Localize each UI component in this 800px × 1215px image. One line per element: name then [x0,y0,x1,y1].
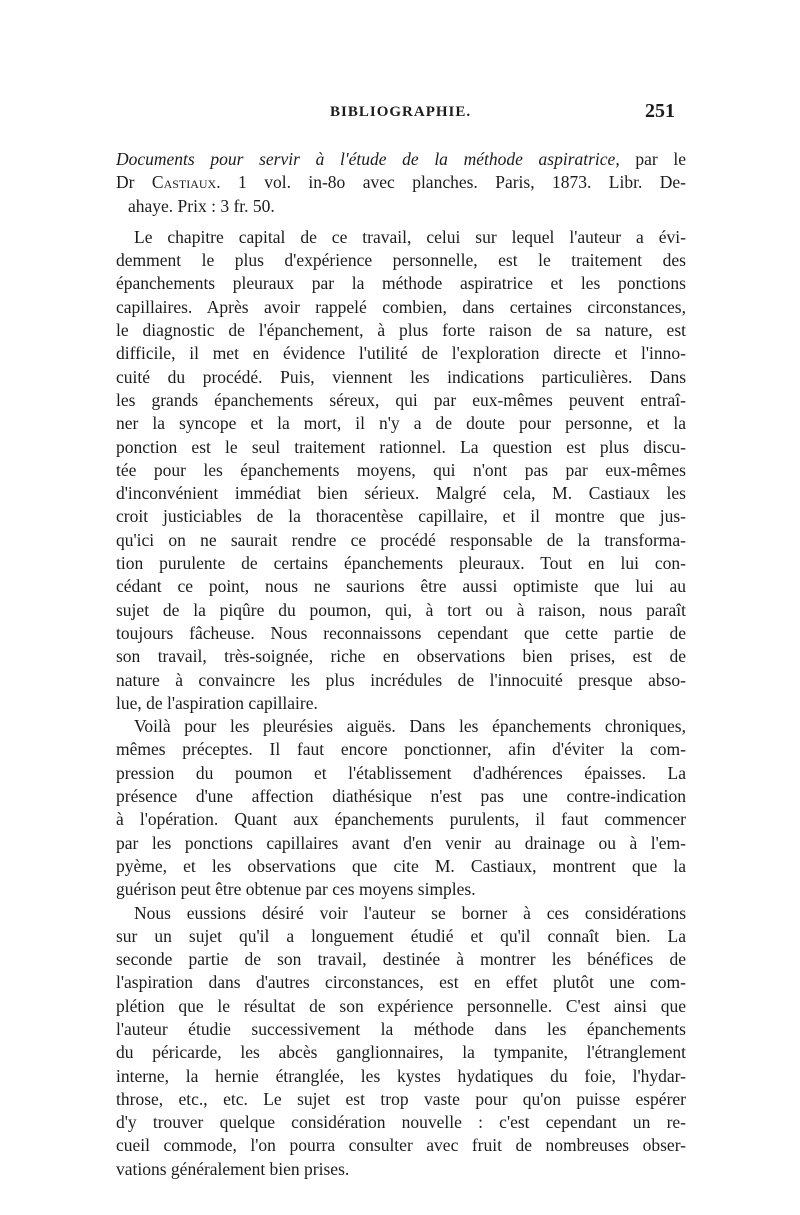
body-line: croit justiciables de la thoracentèse capillaire, et il montre que jus- [116,506,686,527]
body-line: Voilà pour les pleurésies aiguës. Dans les épanchements chroniques, [134,716,686,737]
page-number: 251 [645,100,675,122]
citation-line-1 [116,148,686,171]
body-line: sujet de la piqûre du poumon, qui, à tort ou à raison, nous paraît [116,599,686,620]
body-line: cueil commode, l'on pourra consulter avec fruit de nombreuses obser- [116,1135,686,1156]
body-line: nature à convaincre les plus incrédules de l'innocuité presque abso- [116,669,686,690]
body-line: à l'opération. Quant aux épanchements purulents, il faut commencer [116,809,686,830]
body-line: tée pour les épanchements moyens, qui n'ont pas par eux-mêmes [116,459,686,480]
body-line: du péricarde, les abcès ganglionnaires, la tympanite, l'étranglement [116,1042,686,1063]
citation-details-1: 1 vol. in-8o avec planches. Paris, 1873. Libr. De- [238,172,686,193]
body-line: Nous eussions désiré voir l'auteur se borner à ces considérations [134,902,686,923]
body-line: d'inconvénient immédiat bien sérieux. Malgré cela, M. Castiaux les [116,483,686,504]
body-line: par les ponctions capillaires avant d'en venir au drainage ou à l'em- [116,832,686,853]
body-line: les grands épanchements séreux, qui par eux-mêmes peuvent entraî- [116,389,686,410]
body-line: seconde partie de son travail, destinée à montrer les bénéfices de [116,949,686,970]
body-line: lue, de l'aspiration capillaire. [116,692,318,713]
body-line: plétion que le résultat de son expérience personnelle. C'est ainsi que [116,995,686,1016]
body-line: interne, la hernie étranglée, les kystes hydatiques du foie, l'hydar- [116,1065,686,1086]
body-line: l'aspiration dans d'autres circonstances, est en effet plutôt une com- [116,972,686,993]
body-line: épanchements pleuraux par la méthode aspiratrice et les ponctions [116,273,686,294]
body-line: le diagnostic de l'épanchement, à plus forte raison de sa nature, est [116,320,686,341]
text-block [116,148,686,1181]
body-line: qu'ici on ne saurait rendre ce procédé responsable de la transforma- [116,529,686,550]
book-title: Documents pour servir à l'étude de la méthode aspiratrice, [116,149,620,169]
author-prefix: par le [635,149,686,169]
body-line: ner la syncope et la mort, il n'y a de doute pour personne, et la [116,413,686,434]
body-line: pression du poumon et l'établissement d'adhérences épaisses. La [116,762,686,783]
body-line: mêmes préceptes. Il faut encore ponctionner, afin d'éviter la com- [116,739,686,760]
body-line: sur un sujet qu'il a longuement étudié et qu'il connaît bien. La [116,925,686,946]
citation-line-3: ahaye. Prix : 3 fr. 50. [128,195,275,216]
body-line: présence d'une affection diathésique n'est pas une contre-indication [116,786,686,807]
body-line: throse, etc., etc. Le sujet est trop vaste pour qu'on puisse espérer [116,1088,686,1109]
doctor-abbrev: Dr [116,172,135,193]
citation-line-2 [116,171,686,194]
body-line: pyème, et les observations que cite M. Castiaux, montrent que la [116,855,686,876]
body-line: cédant ce point, nous ne saurions être aussi optimiste que lui au [116,576,686,597]
body-line: vations généralement bien prises. [116,1158,350,1179]
body-line: tion purulente de certains épanchements pleuraux. Tout en lui con- [116,553,686,574]
body-line: cuité du procédé. Puis, viennent les indications particulières. Dans [116,366,686,387]
body-line: son travail, très-soignée, riche en observations bien prises, est de [116,646,686,667]
body-line: guérison peut être obtenue par ces moyens simples. [116,879,476,900]
page-header [0,100,800,130]
body-line: demment le plus d'expérience personnelle, est le traitement des [116,250,686,271]
body-line: ponction est le seul traitement rationnel. La question est plus discu- [116,436,686,457]
body-line: l'auteur étudie successivement la méthode dans les épanchements [116,1018,686,1039]
body-line: d'y trouver quelque considération nouvelle : c'est cependant un re- [116,1112,686,1133]
body-line: capillaires. Après avoir rappelé combien, dans certaines circonstances, [116,296,686,317]
spacer [116,218,686,226]
body-line: difficile, il met en évidence l'utilité de l'exploration directe et l'inno- [116,343,686,364]
body-line: toujours fâcheuse. Nous reconnaissons cependant que cette partie de [116,622,686,643]
body-line: Le chapitre capital de ce travail, celui sur lequel l'auteur a évi- [134,226,686,247]
running-title: BIBLIOGRAPHIE. [330,104,472,120]
author-name: Castiaux. [151,172,221,193]
